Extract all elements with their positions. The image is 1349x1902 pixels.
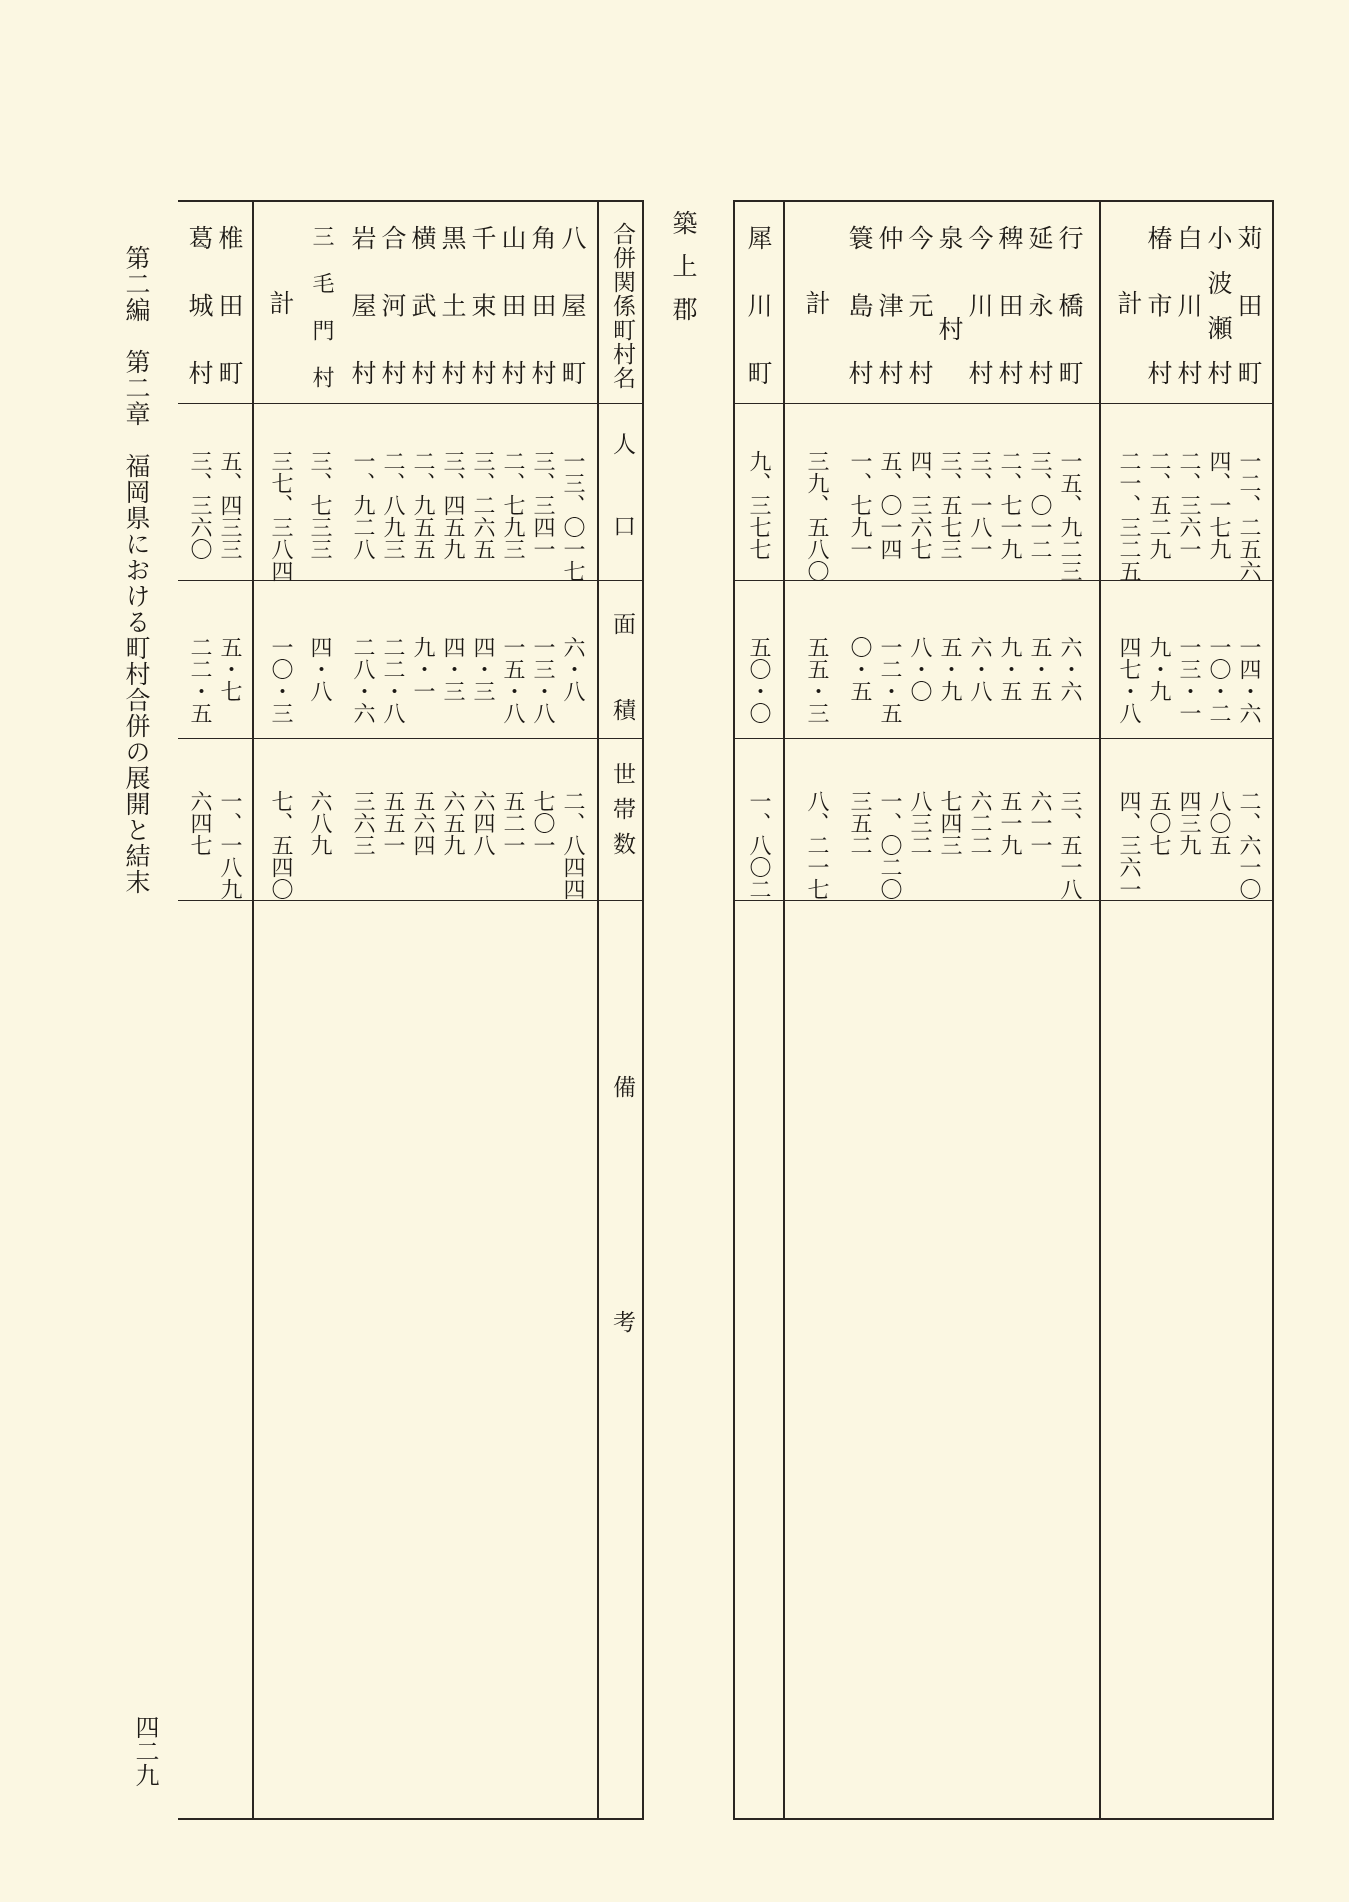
- population-value: 二、八九三: [380, 450, 405, 560]
- population-value: 五、四三三: [217, 450, 242, 560]
- area-value: 四七・八: [1116, 636, 1141, 724]
- town-name: 山田村: [498, 225, 527, 390]
- households-value: 六五九: [440, 790, 465, 856]
- town-name: 稗田村: [995, 225, 1024, 390]
- households-value: 八、二一七: [804, 790, 829, 900]
- header-area: 面 積: [609, 612, 635, 741]
- header-name: 合併関係町村名: [609, 222, 635, 390]
- town-name: 苅田町: [1234, 225, 1263, 390]
- header-column-rule: [642, 200, 644, 1820]
- town-name: 角田村: [528, 225, 557, 390]
- households-value: 四、三六一: [1116, 790, 1141, 900]
- town-name: 小波瀬村: [1204, 225, 1233, 390]
- households-rule: [733, 900, 1273, 901]
- population-value: 三、一八一: [967, 450, 992, 560]
- group-rule: [783, 200, 785, 1820]
- households-value: 六八九: [307, 790, 332, 856]
- area-value: 〇・五: [847, 636, 872, 702]
- area-value: 五・五: [1027, 636, 1052, 702]
- area-value: 四・三: [440, 636, 465, 702]
- area-value: 一五・八: [500, 636, 525, 724]
- header-column-rule: [597, 200, 599, 1820]
- area-value: 一二・五: [877, 636, 902, 724]
- area-value: 六・六: [1057, 636, 1082, 702]
- town-name: 横武村: [408, 225, 437, 390]
- town-name: 犀川町: [744, 225, 773, 390]
- town-name: 白川村: [1174, 225, 1203, 390]
- households-value: 六四七: [187, 790, 212, 856]
- households-value: 五一九: [997, 790, 1022, 856]
- area-value: 一三・一: [1176, 636, 1201, 724]
- households-value: 八〇五: [1206, 790, 1231, 856]
- households-value: 六一一: [1027, 790, 1052, 856]
- town-name: 合河村: [378, 225, 407, 390]
- population-value: 二、七一九: [997, 450, 1022, 560]
- area-value: 二二・八: [380, 636, 405, 724]
- page-number: 四二九: [131, 1715, 159, 1787]
- group-rule: [252, 200, 254, 1820]
- right-edge-rule: [1272, 200, 1274, 1820]
- households-value: 五二一: [500, 790, 525, 856]
- population-value: 二、七九三: [500, 450, 525, 560]
- households-value: 二、六一〇: [1236, 790, 1261, 900]
- population-value: 三、〇一二: [1027, 450, 1052, 560]
- households-value: 四三九: [1176, 790, 1201, 856]
- households-rule: [178, 900, 643, 901]
- town-name: 延永村: [1025, 225, 1054, 390]
- header-households: 世帯数: [609, 762, 635, 867]
- population-value: 三、五七三: [937, 450, 962, 560]
- total-label: 計: [1114, 290, 1143, 320]
- population-value: 二、九五五: [410, 450, 435, 560]
- households-value: 二、八四四: [560, 790, 585, 900]
- households-value: 五〇七: [1146, 790, 1171, 856]
- population-value: 一五、九二三: [1057, 450, 1082, 582]
- town-name: 泉村: [935, 225, 964, 345]
- area-value: 九・一: [410, 636, 435, 702]
- town-name: 今元村: [905, 225, 934, 390]
- households-value: 七四三: [937, 790, 962, 856]
- population-value: 一三、〇一七: [560, 450, 585, 582]
- town-name: 仲津村: [875, 225, 904, 390]
- population-value: 一、九二八: [350, 450, 375, 560]
- area-value: 六・八: [967, 636, 992, 702]
- households-value: 一、八〇二: [746, 790, 771, 900]
- area-value: 二八・六: [350, 636, 375, 724]
- population-value: 一二、二五六: [1236, 450, 1261, 582]
- total-label: 計: [802, 290, 831, 320]
- area-value: 二二・五: [187, 636, 212, 724]
- bottom-rule: [733, 1818, 1273, 1820]
- households-value: 三五二: [847, 790, 872, 856]
- households-value: 三六三: [350, 790, 375, 856]
- top-rule: [733, 200, 1273, 202]
- group-rule: [1099, 200, 1101, 1820]
- area-value: 九・五: [997, 636, 1022, 702]
- area-value: 四・三: [470, 636, 495, 702]
- area-value: 四・八: [307, 636, 332, 702]
- header-rule: [733, 403, 1273, 404]
- population-value: 三、七三三: [307, 450, 332, 560]
- population-value: 三、三六〇: [187, 450, 212, 560]
- households-value: 三、五一八: [1057, 790, 1082, 900]
- town-name: 行橋町: [1055, 225, 1084, 390]
- town-name: 今川村: [965, 225, 994, 390]
- area-value: 五・九: [937, 636, 962, 702]
- households-value: 七〇一: [530, 790, 555, 856]
- header-rule: [178, 403, 643, 404]
- header-population: 人 口: [609, 432, 635, 555]
- area-value: 五五・三: [804, 636, 829, 724]
- population-value: 二、五二九: [1146, 450, 1171, 560]
- households-value: 一、〇二〇: [877, 790, 902, 900]
- population-value: 三、二六五: [470, 450, 495, 560]
- area-value: 一〇・二: [1206, 636, 1231, 724]
- town-name: 岩屋村: [348, 225, 377, 390]
- households-value: 八三二: [907, 790, 932, 856]
- households-value: 五六四: [410, 790, 435, 856]
- population-value: 四、三六七: [907, 450, 932, 560]
- column-rule: [733, 200, 735, 1820]
- area-value: 九・九: [1146, 636, 1171, 702]
- households-value: 五五一: [380, 790, 405, 856]
- area-value: 一三・八: [530, 636, 555, 724]
- population-value: 三九、五八〇: [804, 450, 829, 582]
- town-name: 椿市村: [1144, 225, 1173, 390]
- population-value: 五、〇一四: [877, 450, 902, 560]
- population-value: 三、三四一: [530, 450, 555, 560]
- running-header: 第二編 第二章 福岡県における町村合併の展開と結末: [122, 245, 151, 895]
- area-rule: [733, 738, 1273, 739]
- area-rule: [178, 738, 643, 739]
- town-name: 簑島村: [845, 225, 874, 390]
- households-value: 一、一八九: [217, 790, 242, 900]
- area-value: 一〇・三: [268, 636, 293, 724]
- area-value: 八・〇: [907, 636, 932, 702]
- population-value: 三、四五九: [440, 450, 465, 560]
- town-name: 三毛門村: [309, 225, 334, 390]
- households-value: 六四八: [470, 790, 495, 856]
- population-value: 二、三六一: [1176, 450, 1201, 560]
- town-name: 椎田町: [215, 225, 244, 390]
- population-value: 二一、三二五: [1116, 450, 1141, 582]
- population-value: 四、一七九: [1206, 450, 1231, 560]
- population-value: 九、三七七: [746, 450, 771, 560]
- area-value: 五〇・〇: [746, 636, 771, 724]
- town-name: 黒土村: [438, 225, 467, 390]
- bottom-rule: [178, 1818, 643, 1820]
- households-value: 七、五四〇: [268, 790, 293, 900]
- town-name: 葛城村: [185, 225, 214, 390]
- area-value: 一四・六: [1236, 636, 1261, 724]
- total-label: 計: [266, 290, 295, 320]
- town-name: 八屋町: [558, 225, 587, 390]
- area-value: 五・七: [217, 636, 242, 702]
- area-value: 六・八: [560, 636, 585, 702]
- top-rule: [178, 200, 643, 202]
- population-value: 三七、三八四: [268, 450, 293, 582]
- header-remarks: 備 考: [609, 1075, 635, 1357]
- town-name: 千束村: [468, 225, 497, 390]
- households-value: 六二二: [967, 790, 992, 856]
- population-value: 一、七九一: [847, 450, 872, 560]
- district-label: 築上郡: [669, 210, 698, 339]
